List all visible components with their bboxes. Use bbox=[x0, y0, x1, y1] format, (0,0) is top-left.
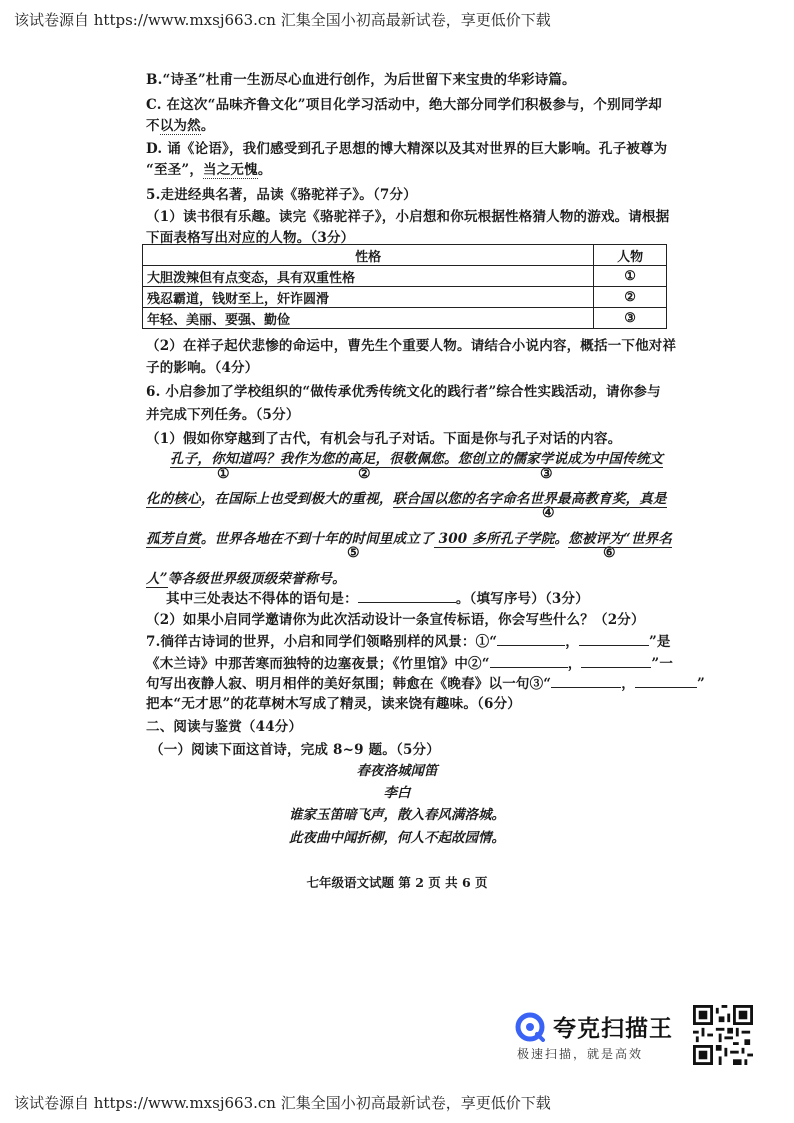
option-b: B.“诗圣”杜甫一生沥尽心血进行创作，为后世留下来宝贵的华彩诗篇。 bbox=[146, 72, 576, 88]
q5-sub2-line2: 子的影响。（4分） bbox=[146, 360, 259, 376]
dialog-sentence-11: 人” bbox=[146, 571, 168, 587]
option-c-dotted-word: 以为然 bbox=[159, 118, 201, 134]
q6-answer-prompt: 其中三处表达不得体的语句是： bbox=[166, 591, 358, 607]
q5-sub1-line2: 下面表格写出对应的人物。（3分） bbox=[146, 230, 355, 246]
q7-blank-1b[interactable] bbox=[579, 633, 649, 646]
dialog-line2 bbox=[146, 487, 667, 507]
dialog-line1 bbox=[170, 447, 663, 467]
table-row bbox=[143, 266, 667, 287]
q6-title-line2: 并完成下列任务。（5分） bbox=[146, 407, 300, 423]
table-cell-trait: 年轻、美丽、要强、勤俭 bbox=[143, 308, 594, 329]
scanner-watermark bbox=[515, 1010, 690, 1066]
q7-blank-1a[interactable] bbox=[497, 633, 565, 646]
table-header-trait: 性格 bbox=[143, 245, 594, 266]
q7-l1-end: ”是 bbox=[648, 634, 671, 650]
marker-6: ⑥ bbox=[603, 545, 616, 561]
marker-1: ① bbox=[217, 466, 230, 482]
scanner-tagline: 极速扫描，就是高效 bbox=[517, 1047, 644, 1061]
q7-l3-text: 句写出夜静人寂、明月相伴的美好氛围；韩愈在《晚春》以一句③“ bbox=[146, 676, 552, 692]
q7-line1 bbox=[146, 630, 671, 650]
source-banner-bottom: 该试卷源自 https://www.mxsj663.cn 汇集全国小初高最新试卷，享更低价下载 bbox=[14, 1094, 551, 1112]
dialog-sentence-9: 。 bbox=[554, 531, 569, 547]
q7-blank-3b[interactable] bbox=[635, 675, 697, 688]
q7-line2 bbox=[146, 652, 673, 672]
dialog-sentence-3b: 化的核心 bbox=[146, 491, 201, 507]
q6-sub1: （1）假如你穿越到了古代，有机会与孔子对话。下面是你与孔子对话的内容。 bbox=[146, 431, 622, 447]
option-d-pre: “至圣”， bbox=[146, 162, 204, 178]
poem-line2: 此夜曲中闻折柳，何人不起故园情。 bbox=[289, 830, 505, 846]
q7-l3-end: ” bbox=[696, 676, 705, 692]
q6-sub2: （2）如果小启同学邀请你为此次活动设计一条宣传标语，你会写些什么？（2分） bbox=[146, 612, 645, 628]
option-c-line1: C. 在这次“品味齐鲁文化”项目化学习活动中，绝大部分同学们积极参与，个别同学却 bbox=[146, 97, 662, 113]
table-header-character: 人物 bbox=[594, 245, 667, 266]
q6-answer-line bbox=[166, 587, 589, 607]
q5-title: 5.走进经典名著，品读《骆驼祥子》。（7分） bbox=[146, 187, 417, 203]
character-table bbox=[142, 244, 667, 329]
table-cell-trait: 残忍霸道，钱财至上，奸诈圆滑 bbox=[143, 287, 594, 308]
option-d-line1: D. 诵《论语》，我们感受到孔子思想的博大精深以及其对世界的巨大影响。孔子被尊为 bbox=[146, 141, 668, 157]
q7-l1-comma: ， bbox=[565, 634, 579, 650]
table-cell-character: ② bbox=[594, 287, 667, 308]
q7-blank-2a[interactable] bbox=[490, 655, 568, 668]
page-footer: 七年级语文试题 第 2 页 共 6 页 bbox=[306, 875, 488, 890]
poem-author: 李白 bbox=[383, 785, 411, 801]
marker-5: ⑤ bbox=[347, 545, 360, 561]
q7-l2-text: 《木兰诗》中那苦寒而独特的边塞夜景；《竹里馆》中②“ bbox=[146, 656, 490, 672]
q6-answer-blank[interactable] bbox=[358, 590, 456, 603]
section2-part1: （一）阅读下面这首诗，完成 8~9 题。（5分） bbox=[150, 742, 440, 758]
table-header-row bbox=[143, 245, 667, 266]
dialog-line3 bbox=[146, 527, 672, 547]
dialog-sentence-12: 等各级世界级顶级荣誉称号。 bbox=[167, 571, 346, 587]
option-c-post: 。 bbox=[200, 118, 215, 134]
dialog-sentence-5: 联合国以您的名字命名世界最高教育奖，真是 bbox=[392, 491, 667, 507]
option-d-dotted-word: 当之无愧 bbox=[203, 162, 258, 178]
source-banner-top: 该试卷源自 https://www.mxsj663.cn 汇集全国小初高最新试卷，享更低价下载 bbox=[14, 11, 551, 29]
section2-title: 二、阅读与鉴赏（44分） bbox=[146, 719, 303, 735]
dialog-sentence-2: 我作为您的高足，很敬佩您。 bbox=[279, 451, 458, 467]
q7-line4: 把本“无才思”的花草树木写成了精灵，读来饶有趣味。（6分） bbox=[146, 696, 521, 712]
dialog-sentence-1: 孔子，你知道吗？ bbox=[170, 451, 280, 467]
option-d-post: 。 bbox=[257, 162, 272, 178]
table-cell-character: ③ bbox=[594, 308, 667, 329]
q7-l1-text: 7.徜徉古诗词的世界，小启和同学们领略别样的风景：①“ bbox=[146, 634, 498, 650]
q6-answer-suffix: 。（填写序号）（3分） bbox=[455, 591, 589, 607]
dialog-sentence-10: 您被评为“世界名 bbox=[568, 531, 673, 547]
dialog-sentence-7: 。世界各地在不到十年的时间里成立了 bbox=[200, 531, 434, 547]
q7-l3-comma: ， bbox=[621, 676, 635, 692]
marker-4: ④ bbox=[542, 505, 555, 521]
q5-sub2-line1: （2）在祥子起伏悲惨的命运中，曹先生个重要人物。请结合小说内容，概括一下他对祥 bbox=[146, 338, 677, 354]
q7-l2-comma: ， bbox=[567, 656, 582, 672]
dialog-sentence-4: ，在国际上也受到极大的重视， bbox=[200, 491, 393, 507]
dialog-sentence-6: 孤芳自赏 bbox=[146, 531, 201, 547]
poem-line1: 谁家玉笛暗飞声，散入春风满洛城。 bbox=[289, 807, 505, 823]
marker-3: ③ bbox=[540, 466, 553, 482]
option-d-line2 bbox=[146, 158, 272, 178]
q7-blank-3a[interactable] bbox=[551, 675, 621, 688]
q6-title-line1: 6. 小启参加了学校组织的“做传承优秀传统文化的践行者”综合性实践活动，请你参与 bbox=[146, 384, 661, 400]
qr-code-icon bbox=[693, 1005, 753, 1065]
q5-sub1-line1: （1）读书很有乐趣。读完《骆驼祥子》，小启想和你玩根据性格猜人物的游戏。请根据 bbox=[146, 209, 670, 225]
dialog-sentence-8: 300 多所孔子学院 bbox=[433, 531, 555, 547]
table-cell-trait: 大胆泼辣但有点变态，具有双重性格 bbox=[143, 266, 594, 287]
scanner-logo-icon bbox=[515, 1012, 545, 1042]
table-row bbox=[143, 287, 667, 308]
table-cell-character: ① bbox=[594, 266, 667, 287]
q7-line3 bbox=[146, 672, 705, 692]
dialog-sentence-3: 您创立的儒家学说成为中国传统文 bbox=[457, 451, 664, 467]
q7-l2-end: ”一 bbox=[651, 656, 674, 672]
scanner-app-name: 夸克扫描王 bbox=[553, 1016, 673, 1042]
poem-title: 春夜洛城闻笛 bbox=[356, 763, 438, 779]
marker-2: ② bbox=[358, 466, 371, 482]
option-c-line2 bbox=[146, 114, 215, 134]
option-c-pre: 不 bbox=[146, 118, 160, 134]
dialog-line4 bbox=[146, 567, 346, 587]
q7-blank-2b[interactable] bbox=[581, 655, 651, 668]
table-row bbox=[143, 308, 667, 329]
